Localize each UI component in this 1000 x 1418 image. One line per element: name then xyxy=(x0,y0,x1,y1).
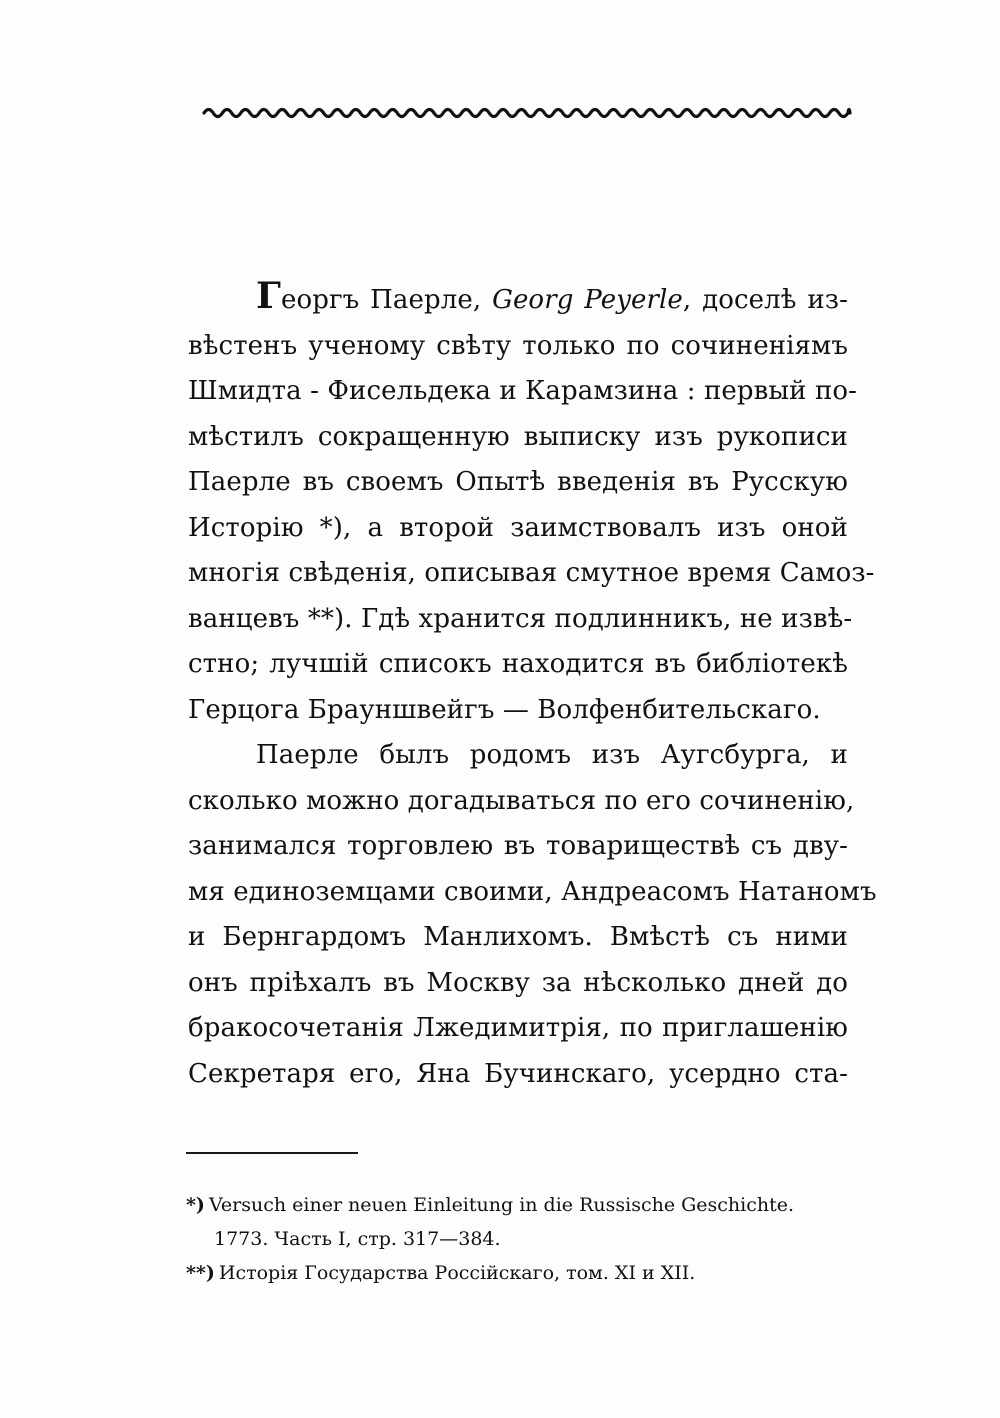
footnote-text: Versuch einer neuen Einleitung in die Russische Geschichte. xyxy=(208,1194,795,1216)
paragraph2-line: мя единоземцами своими, Андреасомъ Натаномъ xyxy=(188,876,877,907)
paragraph1-last-line: Герцога Брауншвейгъ — Волфенбительскаго. xyxy=(188,694,821,725)
paragraph2-line: сколько можно догадываться по его сочиненію, xyxy=(188,785,855,816)
paragraph1-line xyxy=(188,275,848,324)
footnote-marker: *) xyxy=(186,1194,205,1216)
paragraph2-line: и Бернгардомъ Манлихомъ. Вмѣстѣ съ ними xyxy=(188,922,848,952)
paragraph2-line: Секретаря его, Яна Бучинскаго, усердно ста- xyxy=(188,1058,848,1089)
paragraph1-line: ванцевъ **). Гдѣ хранится подлинникъ, не извѣ- xyxy=(188,603,853,634)
footnote-marker: **) xyxy=(186,1262,215,1284)
line-text: , доселѣ из- xyxy=(682,285,848,315)
footnote-1-continuation: 1773. Часть I, стр. 317—384. xyxy=(214,1228,501,1250)
main-text xyxy=(188,275,877,1097)
footnote-1 xyxy=(186,1188,846,1222)
paragraph2-line: онъ пріѣхалъ въ Москву за нѣсколько дней до xyxy=(188,967,848,998)
dropcap-letter: Г xyxy=(256,275,281,317)
footnote-2 xyxy=(186,1256,846,1290)
footnote-separator-rule xyxy=(186,1152,358,1154)
paragraph1-line: мѣстилъ сокращенную выписку изъ рукописи xyxy=(188,421,848,452)
paragraph2-line: занимался торговлею въ товариществѣ съ дву- xyxy=(188,831,848,861)
footnote-text: Исторія Государства Россійскаго, том. XI и XII. xyxy=(218,1262,696,1284)
paragraph2-line: бракосочетанія Лжедимитрія, по приглашенію xyxy=(188,1013,848,1043)
latin-name: Georg Peyerle xyxy=(492,285,683,315)
paragraph1-line: стно; лучшій списокъ находится въ библіотекѣ xyxy=(188,649,848,679)
paragraph1-line: многія свѣденія, описывая смутное время Самоз- xyxy=(188,558,875,588)
line-text: еоргъ Паерле, xyxy=(280,285,493,315)
paragraph2-first-line: Паерле былъ родомъ изъ Аугсбурга, и xyxy=(256,740,848,770)
paragraph1-line: Паерле въ своемъ Опытѣ введенія въ Русскую xyxy=(188,467,848,497)
footnotes xyxy=(186,1188,846,1290)
paragraph1-line: вѣстенъ ученому свѣту только по сочиненіямъ xyxy=(188,330,848,361)
wavy-ornament-divider xyxy=(200,100,854,126)
paragraph1-line: Шмидта - Фисельдека и Карамзина : первый по- xyxy=(188,376,858,406)
paragraph1-line: Исторію *), а второй заимствовалъ изъ оной xyxy=(188,512,848,543)
